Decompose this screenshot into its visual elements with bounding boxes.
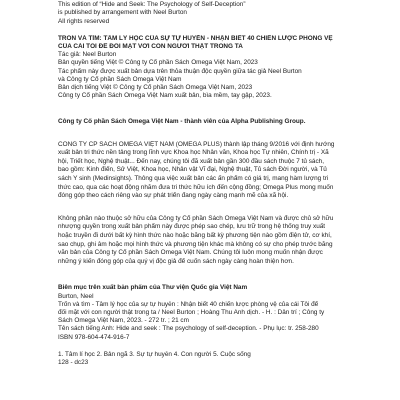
publication-info-line: Bản dịch tiếng Việt © Công ty Cổ phần Sách Omega Việt Nam, 2023 bbox=[58, 84, 253, 92]
company-heading: Công ty Cổ phần Sách Omega Việt Nam - thành viên của Alpha Publishing Group. bbox=[58, 118, 306, 126]
rights-notice-line: văn bản của Công ty Cổ phần Sách Omega Việt Nam. Chúng tôi luôn mong muốn nhận được bbox=[58, 249, 323, 257]
company-description-line: sách Y sinh (Medinsights). Thông qua việc xuất bản các ấn phẩm có giá trị, mang hàm lượng tri bbox=[58, 175, 329, 183]
company-description-line: CÔNG TY CP SÁCH OMEGA VIỆT NAM (OMEGA PLUS) thành lập tháng 9/2016 với định hướng bbox=[58, 140, 335, 148]
copyright-line: This edition of “Hide and Seek: The Psychology of Self-Deception” bbox=[58, 1, 246, 9]
cataloging-line: ISBN 978-604-474-916-7 bbox=[58, 333, 130, 341]
publication-info-line: và Công ty Cổ phần Sách Omega Việt Nam bbox=[58, 75, 182, 83]
rights-notice-line: hoặc truyền đi dưới bất kỳ hình thức nào hoặc bằng bất kỳ phương tiện nào gồm điện tử, cơ khí, bbox=[58, 231, 332, 239]
cataloging-line: đối mặt với con người thật trong ta / Neel Burton ; Hoàng Thu Anh dịch. - H. : Dân trí ; Công ty bbox=[58, 308, 325, 316]
company-description-line: xuất bản tri thức nền tảng trong lĩnh vực Khoa học Nhân văn, Khoa học Tự nhiên, Chính trị - Xã bbox=[58, 149, 329, 157]
copyright-line: All rights reserved bbox=[58, 17, 110, 25]
publication-info-line: Tác phẩm này được xuất bản dựa trên thỏa thuận độc quyền giữa tác giả Neel Burton bbox=[58, 67, 302, 75]
cataloging-block bbox=[58, 284, 380, 367]
cataloging-heading: Biên mục trên xuất bản phẩm của Thư viện Quốc gia Việt Nam bbox=[58, 284, 248, 292]
company-description-line: hội, Triết học, Nghệ thuật... Đến nay, chúng tôi đã xuất bản gần 300 đầu sách thuộc 7 tủ sách, bbox=[58, 157, 324, 165]
company-description bbox=[58, 141, 380, 201]
company-description-line: thức cao, qua các hoạt động nhằm đưa tri thức hữu ích đến cộng đồng; Omega Plus mong muốn bbox=[58, 183, 334, 191]
cataloging-line: Burton, Neel bbox=[58, 292, 94, 300]
company-description-line: bao gồm: Kinh điển, Sử Việt, Khoa học, Nhân vật Vĩ đại, Nghệ thuật, Tủ sách Đời người, và Tủ bbox=[58, 166, 327, 174]
rights-notice bbox=[58, 215, 380, 267]
rights-notice-line: những ý kiến đóng góp của quý vị độc giả để cuốn sách ngày càng hoàn thiện hơn. bbox=[58, 257, 294, 265]
copyright-block bbox=[58, 0, 380, 26]
rights-notice-line: nhượng quyền trong xuất bản phẩm này được phép sao chép, lưu trữ trong hệ thống truy xuất bbox=[58, 223, 326, 231]
rights-notice-line: Không phần nào thuộc sở hữu của Công ty Cổ phần Sách Omega Việt Nam và được chủ sở hữu bbox=[58, 214, 334, 222]
cataloging-line: Trốn và tìm - Tâm lý học của sự tự huyễn : Nhận biết 40 chiến lược phòng vệ của cái Tôi để bbox=[58, 300, 319, 308]
publication-info-line: Công ty Cổ phần Sách Omega Việt Nam xuất bản, bìa mềm, tay gập, 2023. bbox=[58, 92, 272, 100]
cataloging-line: Sách Omega Việt Nam, 2023. - 272 tr. ; 21 cm bbox=[58, 317, 189, 325]
publication-info-line: Bản quyền tiếng Việt © Công ty Cổ phần Sách Omega Việt Nam, 2023 bbox=[58, 59, 258, 67]
cataloging-class-number: 128 - dc23 bbox=[58, 358, 89, 366]
cataloging-line: Tên sách tiếng Anh: Hide and seek : The psychology of self-deception. - Phụ lục: tr. 258-280 bbox=[58, 325, 319, 333]
book-title-line: CỦA CÁI TÔI ĐỂ ĐỐI MẶT VỚI CON NGƯỜI THẬT TRONG TA bbox=[58, 43, 243, 51]
book-title-line: TRỐN VÀ TÌM: TÂM LÝ HỌC CỦA SỰ TỰ HUYỄN - NHẬN BIẾT 40 CHIẾN LƯỢC PHÒNG VỆ bbox=[58, 34, 333, 42]
vietnamese-title-block bbox=[58, 35, 380, 101]
company-description-line: đóng góp theo cách riêng vào sự phát triển đang ngày càng mạnh mẽ của xã hội. bbox=[58, 192, 289, 200]
cataloging-subjects: 1. Tâm lí học 2. Bản ngã 3. Sự tự huyễn 4. Con người 5. Cuộc sống bbox=[58, 350, 251, 358]
publication-info-line: Tác giả: Neel Burton bbox=[58, 51, 117, 59]
copyright-line: is published by arrangement with Neel Burton bbox=[58, 9, 187, 17]
rights-notice-line: sao chụp, ghi âm hoặc mọi hình thức và phương tiện khác mà không có sự cho phép trước bằng bbox=[58, 240, 333, 248]
